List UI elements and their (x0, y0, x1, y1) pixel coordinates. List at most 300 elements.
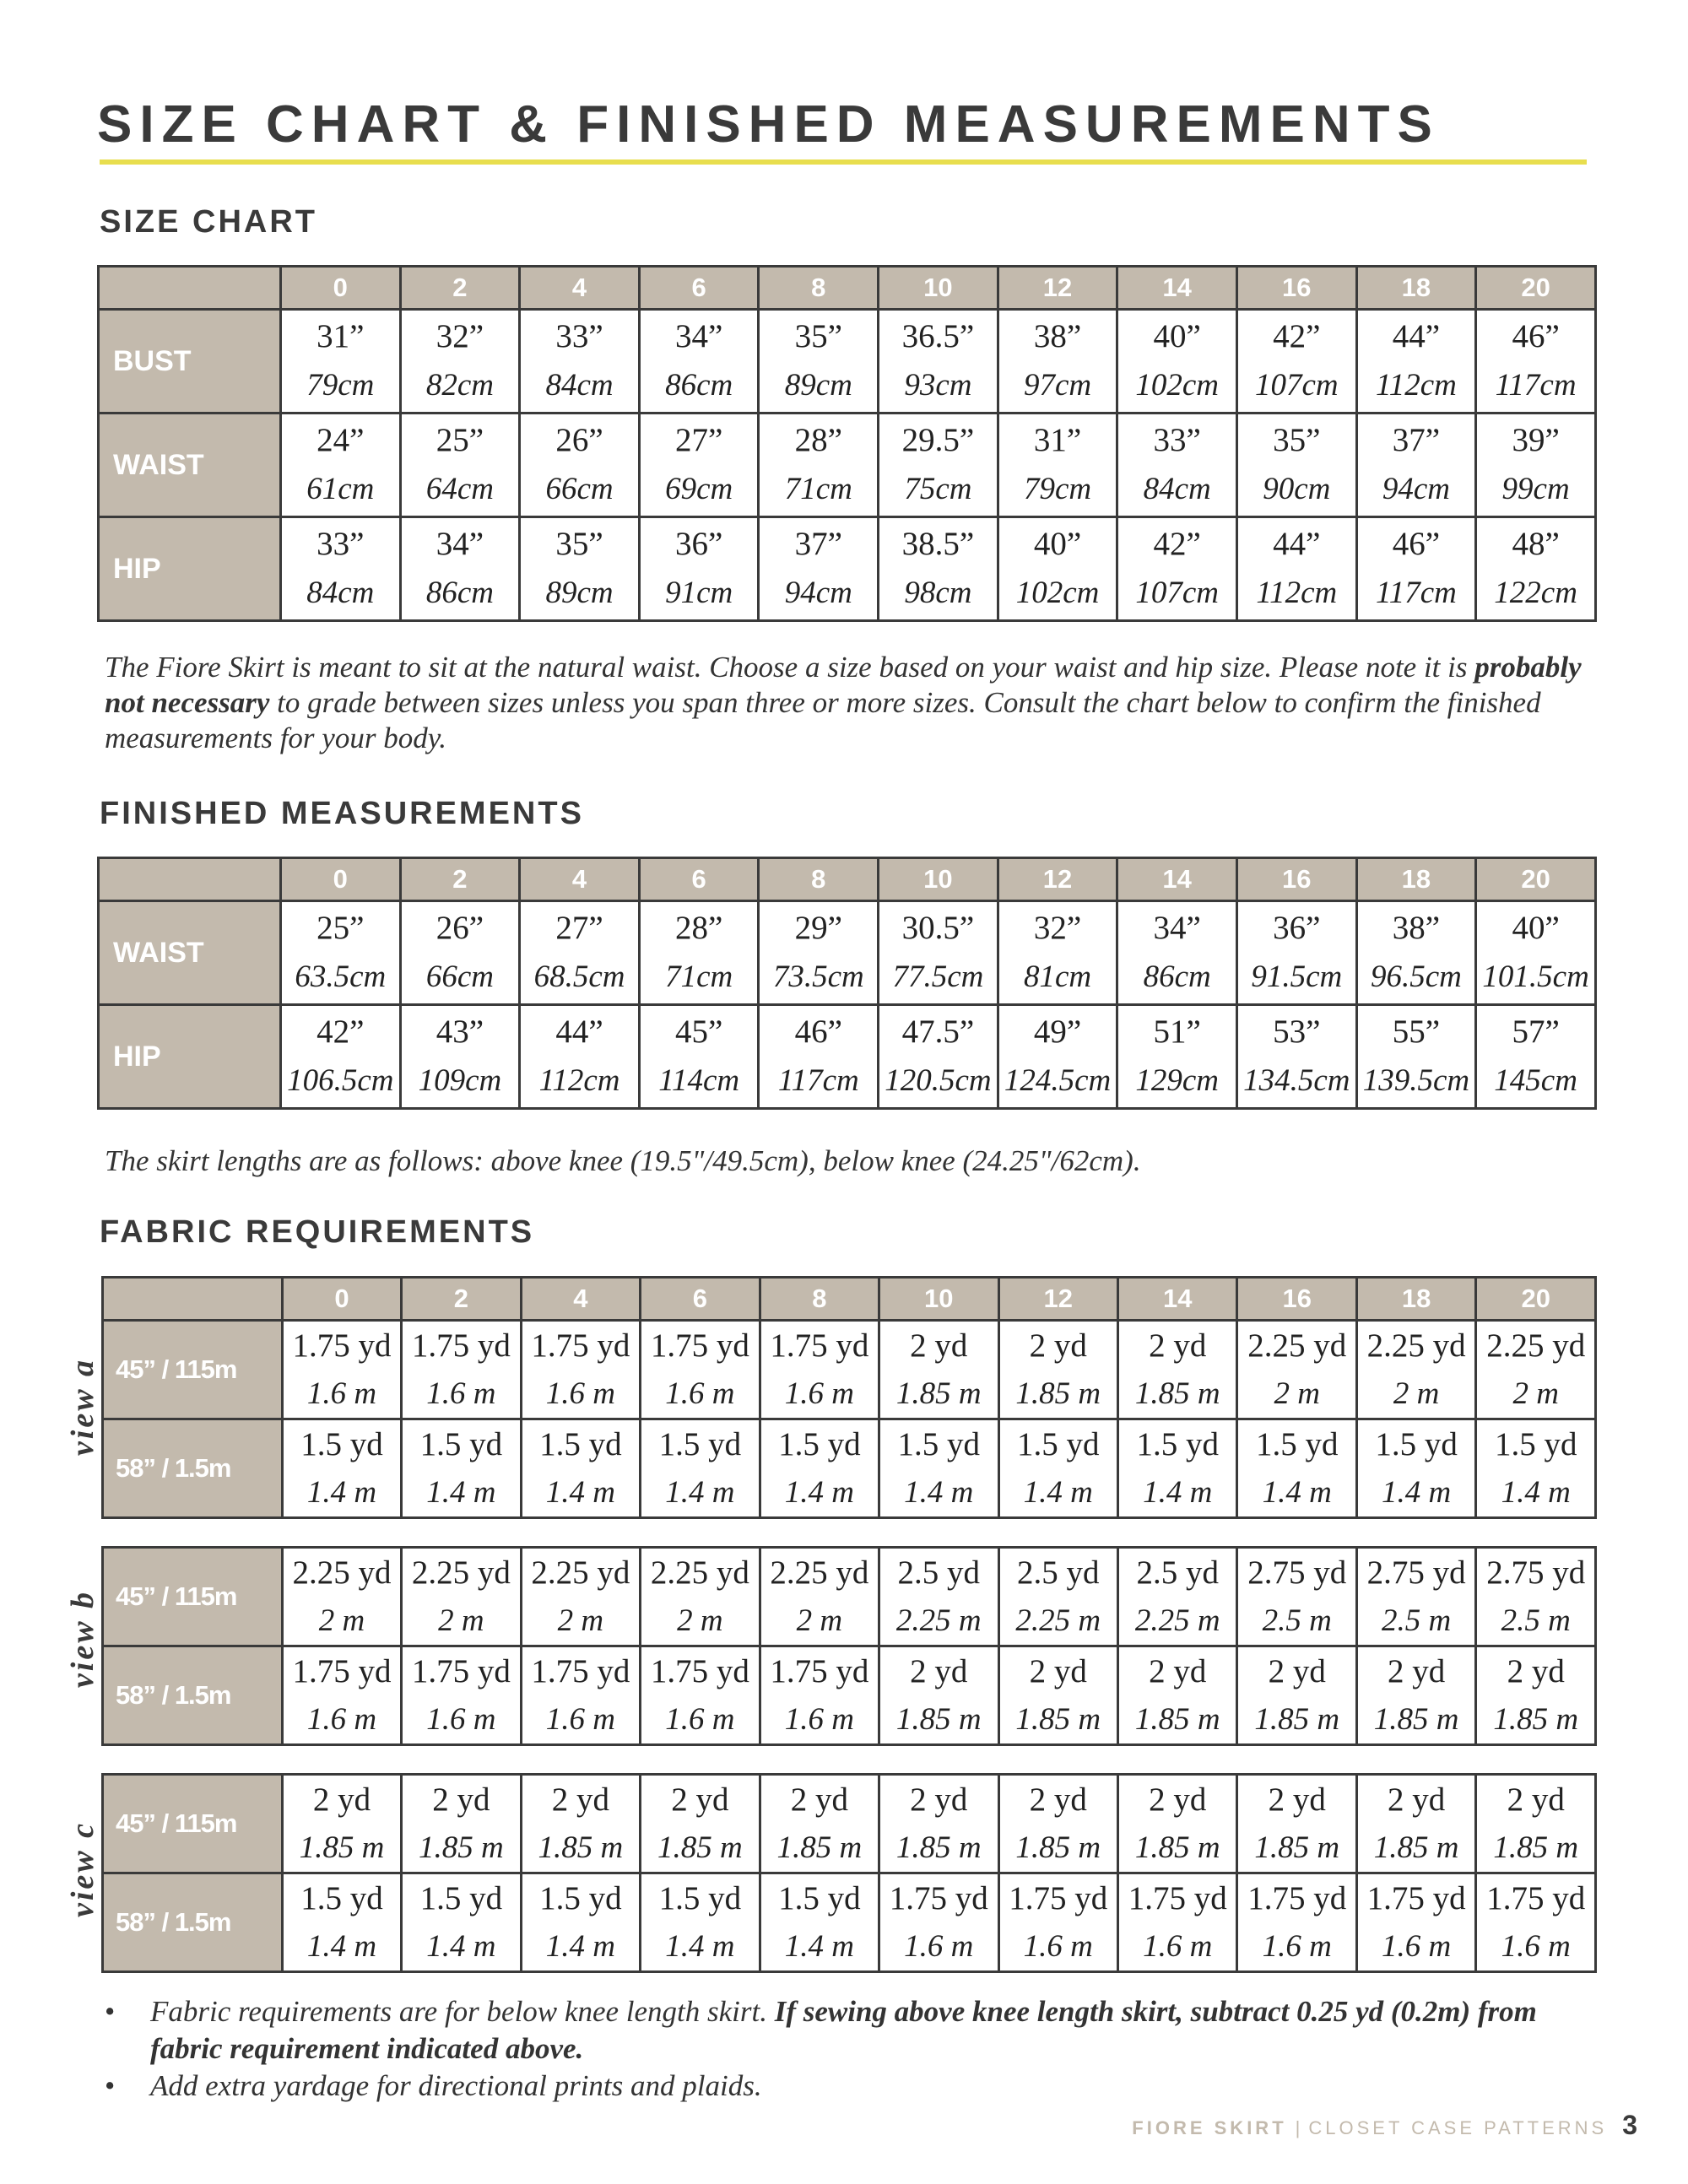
size-chart-row-label: WAIST (99, 414, 281, 517)
finished-size-header: 20 (1476, 858, 1596, 901)
inch-value: 46” (794, 1014, 842, 1050)
yardage-value: 1.75 yd (650, 1653, 749, 1689)
fabric-cell (1237, 1419, 1356, 1518)
inch-value: 40” (1033, 526, 1082, 562)
fabric-cell (521, 1873, 640, 1972)
fabric-cell (1118, 1419, 1237, 1518)
finished-row-label: HIP (99, 1005, 281, 1109)
fabric-cell (402, 1419, 521, 1518)
fabric-row (103, 1321, 1596, 1419)
inch-value: 29.5” (901, 422, 975, 458)
cm-value: 129cm (1135, 1063, 1219, 1098)
size-chart-cell (1117, 414, 1237, 517)
finished-size-header: 10 (879, 858, 998, 901)
yardage-value: 2.25 yd (531, 1554, 630, 1591)
meters-value: 1.6 m (665, 1376, 735, 1411)
yardage-value: 1.75 yd (292, 1653, 392, 1689)
title-underline (100, 159, 1587, 165)
view-spacer-row (103, 1745, 1596, 1775)
fabric-size-header: 14 (1118, 1278, 1237, 1321)
meters-value: 2.25 m (895, 1603, 982, 1638)
size-chart-cell (400, 310, 520, 414)
size-chart-cell (639, 517, 759, 621)
inch-value: 42” (1273, 318, 1321, 354)
cm-value: 63.5cm (295, 960, 387, 994)
cm-value: 81cm (1023, 960, 1092, 994)
yardage-value: 2.5 yd (1017, 1554, 1100, 1591)
size-chart-cell (759, 414, 879, 517)
inch-value: 35” (555, 526, 603, 562)
fabric-width-label: 58” / 1.5m (103, 1873, 283, 1972)
cm-value: 114cm (658, 1063, 740, 1098)
note-text-2: to grade between sizes unless you span three or more sizes. Consult the chart below to confirm the finished measurements for your body. (105, 686, 1541, 754)
fabric-size-header: 16 (1237, 1278, 1356, 1321)
meters-value: 1.85 m (1015, 1702, 1101, 1737)
meters-value: 1.6 m (1382, 1929, 1452, 1964)
fabric-cell (760, 1646, 879, 1745)
yardage-value: 1.75 yd (889, 1880, 988, 1916)
cm-value: 73.5cm (772, 960, 864, 994)
fabric-note-2: • Add extra yardage for directional prints and plaids. (105, 2069, 762, 2102)
inch-value: 37” (1392, 422, 1441, 458)
finished-row (99, 1005, 1596, 1109)
cm-value: 86cm (425, 576, 494, 610)
yardage-value: 2 yd (551, 1781, 610, 1818)
inch-value: 34” (675, 318, 723, 354)
inch-value: 31” (1033, 422, 1082, 458)
fabric-cell (282, 1775, 401, 1873)
fabric-size-header: 2 (402, 1278, 521, 1321)
fabric-cell (760, 1775, 879, 1873)
meters-value: 1.4 m (665, 1929, 735, 1964)
size-chart-size-header: 18 (1356, 267, 1476, 310)
meters-value: 1.85 m (1373, 1830, 1459, 1865)
finished-cell (400, 901, 520, 1005)
fabric-cell (1237, 1646, 1356, 1745)
cm-value: 94cm (1382, 472, 1450, 506)
size-chart-note (105, 650, 1590, 756)
finished-cell (280, 901, 400, 1005)
size-chart-cell (998, 310, 1117, 414)
cm-value: 84cm (306, 576, 375, 610)
fabric-cell (402, 1646, 521, 1745)
cm-value: 75cm (904, 472, 972, 506)
meters-value: 1.85 m (299, 1830, 385, 1865)
cm-value: 106.5cm (287, 1063, 394, 1098)
meters-value: 1.85 m (538, 1830, 624, 1865)
fabric-cell (1476, 1646, 1596, 1745)
cm-value: 71cm (784, 472, 852, 506)
meters-value: 1.4 m (1501, 1475, 1571, 1510)
meters-value: 1.85 m (657, 1830, 743, 1865)
inch-value: 27” (555, 910, 603, 946)
finished-cell (1356, 901, 1476, 1005)
size-chart-row (99, 414, 1596, 517)
view-b-label: view b (65, 1589, 100, 1689)
finished-cell (879, 901, 998, 1005)
size-chart-row-label: BUST (99, 310, 281, 414)
cm-value: 61cm (306, 472, 375, 506)
fabric-cell (402, 1873, 521, 1972)
fabric-requirements-table (101, 1276, 1597, 1973)
fabric-cell (998, 1646, 1117, 1745)
note-text-1: The Fiore Skirt is meant to sit at the natural waist. Choose a size based on your waist and hip size. Please note it is (105, 651, 1475, 684)
yardage-value: 1.5 yd (539, 1426, 622, 1462)
yardage-value: 1.5 yd (778, 1426, 861, 1462)
inch-value: 28” (675, 910, 723, 946)
yardage-value: 1.5 yd (1017, 1426, 1100, 1462)
finished-size-header: 2 (400, 858, 520, 901)
yardage-value: 2.75 yd (1486, 1554, 1586, 1591)
size-chart-cell (639, 310, 759, 414)
inch-value: 44” (555, 1014, 603, 1050)
fabric-width-label: 58” / 1.5m (103, 1646, 283, 1745)
size-chart-cell (1356, 517, 1476, 621)
yardage-value: 1.5 yd (419, 1880, 503, 1916)
size-chart-cell (759, 310, 879, 414)
view-a-label: view a (65, 1357, 100, 1457)
size-chart-header-corner (99, 267, 281, 310)
meters-value: 1.6 m (1143, 1929, 1213, 1964)
cm-value: 117cm (1495, 368, 1577, 403)
inch-value: 33” (1153, 422, 1201, 458)
meters-value: 1.85 m (1493, 1702, 1579, 1737)
meters-value: 1.85 m (1134, 1830, 1220, 1865)
footer-separator: | (1295, 2117, 1301, 2138)
inch-value: 34” (436, 526, 484, 562)
fabric-cell (1356, 1419, 1475, 1518)
meters-value: 1.85 m (419, 1830, 504, 1865)
finished-size-header: 8 (759, 858, 879, 901)
fabric-cell (1476, 1548, 1596, 1646)
meters-value: 1.6 m (784, 1702, 854, 1737)
size-chart-size-header: 10 (879, 267, 998, 310)
finished-cell (1117, 901, 1237, 1005)
finished-cell (879, 1005, 998, 1109)
meters-value: 1.4 m (904, 1475, 974, 1510)
yardage-value: 2.5 yd (897, 1554, 981, 1591)
meters-value: 2.25 m (1015, 1603, 1101, 1638)
meters-value: 1.6 m (545, 1702, 615, 1737)
finished-cell (998, 1005, 1117, 1109)
size-chart-cell (1476, 310, 1596, 414)
page-footer (1132, 2110, 1637, 2141)
inch-value: 27” (675, 422, 723, 458)
fabric-cell (521, 1419, 640, 1518)
yardage-value: 2 yd (1149, 1653, 1207, 1689)
yardage-value: 2 yd (432, 1781, 490, 1818)
inch-value: 48” (1512, 526, 1560, 562)
cm-value: 82cm (425, 368, 494, 403)
meters-value: 1.4 m (1382, 1475, 1452, 1510)
fabric-cell (521, 1646, 640, 1745)
inch-value: 42” (1153, 526, 1201, 562)
finished-size-header: 16 (1236, 858, 1356, 901)
meters-value: 1.6 m (784, 1376, 854, 1411)
fabric-cell (760, 1321, 879, 1419)
yardage-value: 1.5 yd (778, 1880, 861, 1916)
finished-cell (759, 1005, 879, 1109)
inch-value: 24” (316, 422, 365, 458)
finished-header-corner (99, 858, 281, 901)
yardage-value: 2 yd (1268, 1653, 1326, 1689)
fabric-row (103, 1419, 1596, 1518)
skirt-length-note: The skirt lengths are as follows: above knee (19.5"/49.5cm), below knee (24.25"/62cm). (105, 1144, 1141, 1177)
fabric-cell (998, 1321, 1117, 1419)
cm-value: 112cm (538, 1063, 620, 1098)
finished-row-label: WAIST (99, 901, 281, 1005)
finished-cell (520, 1005, 640, 1109)
meters-value: 1.4 m (545, 1475, 615, 1510)
fabric-width-label: 45” / 115m (103, 1321, 283, 1419)
inch-value: 57” (1512, 1014, 1560, 1050)
yardage-value: 1.5 yd (539, 1880, 622, 1916)
meters-value: 1.4 m (426, 1475, 496, 1510)
cm-value: 91.5cm (1251, 960, 1343, 994)
yardage-value: 1.75 yd (531, 1327, 630, 1364)
inch-value: 40” (1153, 318, 1201, 354)
cm-value: 102cm (1015, 576, 1100, 610)
fabric-cell (402, 1548, 521, 1646)
fabric-cell (282, 1646, 401, 1745)
cm-value: 107cm (1254, 368, 1339, 403)
yardage-value: 2.25 yd (770, 1554, 869, 1591)
size-chart-header-row (99, 267, 1596, 310)
yardage-value: 1.75 yd (770, 1327, 869, 1364)
yardage-value: 2 yd (1149, 1781, 1207, 1818)
yardage-value: 1.5 yd (300, 1426, 383, 1462)
cm-value: 94cm (784, 576, 852, 610)
cm-value: 120.5cm (885, 1063, 992, 1098)
fabric-cell (879, 1321, 998, 1419)
finished-size-header: 18 (1356, 858, 1476, 901)
finished-cell (400, 1005, 520, 1109)
yardage-value: 1.5 yd (1494, 1426, 1577, 1462)
inch-value: 37” (794, 526, 842, 562)
footer-pattern-name: FIORE SKIRT (1132, 2117, 1287, 2138)
fabric-cell (521, 1548, 640, 1646)
fabric-cell (641, 1873, 760, 1972)
fabric-cell (641, 1775, 760, 1873)
fabric-cell (402, 1775, 521, 1873)
fabric-cell (521, 1321, 640, 1419)
size-chart-size-header: 12 (998, 267, 1117, 310)
meters-value: 2.5 m (1501, 1603, 1571, 1638)
fabric-cell (1356, 1775, 1475, 1873)
cm-value: 69cm (665, 472, 733, 506)
inch-value: 38.5” (901, 526, 975, 562)
fabric-row (103, 1775, 1596, 1873)
view-c-label: view c (65, 1821, 100, 1918)
yardage-value: 1.5 yd (897, 1426, 981, 1462)
fabric-title: FABRIC REQUIREMENTS (100, 1214, 535, 1250)
fabric-cell (1118, 1775, 1237, 1873)
yardage-value: 1.5 yd (1136, 1426, 1219, 1462)
inch-value: 35” (794, 318, 842, 354)
yardage-value: 1.75 yd (531, 1653, 630, 1689)
cm-value: 90cm (1263, 472, 1331, 506)
fabric-cell (282, 1548, 401, 1646)
size-chart-size-header: 20 (1476, 267, 1596, 310)
size-chart-cell (1356, 414, 1476, 517)
inch-value: 35” (1273, 422, 1321, 458)
inch-value: 28” (794, 422, 842, 458)
finished-size-header: 6 (639, 858, 759, 901)
yardage-value: 2 yd (1268, 1781, 1326, 1818)
finished-cell (520, 901, 640, 1005)
cm-value: 86cm (1143, 960, 1211, 994)
yardage-value: 2 yd (1507, 1781, 1565, 1818)
finished-header-row (99, 858, 1596, 901)
fabric-cell (760, 1873, 879, 1972)
fabric-row (103, 1548, 1596, 1646)
finished-row (99, 901, 1596, 1005)
inch-value: 34” (1153, 910, 1201, 946)
yardage-value: 2.25 yd (1366, 1327, 1466, 1364)
meters-value: 1.6 m (426, 1376, 496, 1411)
meters-value: 2.25 m (1134, 1603, 1220, 1638)
inch-value: 36” (675, 526, 723, 562)
size-chart-row-label: HIP (99, 517, 281, 621)
size-chart-cell (520, 310, 640, 414)
finished-cell (759, 901, 879, 1005)
fabric-cell (641, 1548, 760, 1646)
yardage-value: 1.5 yd (658, 1426, 742, 1462)
yardage-value: 2 yd (1388, 1653, 1446, 1689)
cm-value: 71cm (665, 960, 733, 994)
fabric-cell (1356, 1321, 1475, 1419)
fabric-note-1: • Fabric requirements are for below knee length skirt. If sewing above knee length skirt, subtract 0.25 yd (0.2m) from fabric requirement indicated above. (105, 1995, 1537, 2065)
note-bold-text: probably not necessary (105, 651, 1582, 719)
size-chart-table (97, 265, 1597, 622)
fabric-header-corner (103, 1278, 283, 1321)
inch-value: 39” (1512, 422, 1560, 458)
fabric-cell (1476, 1321, 1596, 1419)
finished-cell (280, 1005, 400, 1109)
fabric-size-header: 6 (641, 1278, 760, 1321)
meters-value: 2 m (1274, 1376, 1320, 1411)
size-chart-cell (1356, 310, 1476, 414)
finished-cell (1236, 1005, 1356, 1109)
finished-cell (1356, 1005, 1476, 1109)
yardage-value: 1.5 yd (300, 1880, 383, 1916)
fabric-row (103, 1646, 1596, 1745)
inch-value: 30.5” (901, 910, 975, 946)
fabric-cell (641, 1419, 760, 1518)
cm-value: 66cm (425, 960, 494, 994)
size-chart-cell (280, 517, 400, 621)
meters-value: 1.6 m (545, 1376, 615, 1411)
cm-value: 134.5cm (1243, 1063, 1350, 1098)
size-chart-cell (639, 414, 759, 517)
size-chart-size-header: 2 (400, 267, 520, 310)
meters-value: 1.4 m (665, 1475, 735, 1510)
yardage-value: 1.75 yd (1247, 1880, 1347, 1916)
inch-value: 26” (436, 910, 484, 946)
meters-value: 1.85 m (1134, 1702, 1220, 1737)
fabric-size-header: 8 (760, 1278, 879, 1321)
finished-cell (639, 1005, 759, 1109)
yardage-value: 2 yd (1149, 1327, 1207, 1364)
fabric-cell (1118, 1873, 1237, 1972)
finished-size-header: 4 (520, 858, 640, 901)
yardage-value: 1.75 yd (411, 1327, 511, 1364)
finished-cell (1236, 901, 1356, 1005)
size-chart-size-header: 4 (520, 267, 640, 310)
size-chart-cell (1236, 414, 1356, 517)
inch-value: 46” (1512, 318, 1560, 354)
fabric-cell (998, 1873, 1117, 1972)
fabric-cell (1476, 1873, 1596, 1972)
finished-size-header: 12 (998, 858, 1117, 901)
cm-value: 77.5cm (892, 960, 984, 994)
finished-cell (998, 901, 1117, 1005)
size-chart-row (99, 310, 1596, 414)
meters-value: 1.4 m (784, 1929, 854, 1964)
fabric-width-label: 58” / 1.5m (103, 1419, 283, 1518)
size-chart-cell (1476, 517, 1596, 621)
yardage-value: 2 yd (1029, 1327, 1087, 1364)
meters-value: 1.85 m (895, 1830, 982, 1865)
cm-value: 79cm (306, 368, 375, 403)
yardage-value: 2 yd (312, 1781, 371, 1818)
inch-value: 42” (316, 1014, 365, 1050)
fabric-cell (879, 1419, 998, 1518)
yardage-value: 1.75 yd (292, 1327, 392, 1364)
fabric-cell (879, 1775, 998, 1873)
inch-value: 45” (675, 1014, 723, 1050)
meters-value: 1.85 m (895, 1376, 982, 1411)
fabric-size-header: 12 (998, 1278, 1117, 1321)
size-chart-cell (280, 414, 400, 517)
meters-value: 2 m (557, 1603, 604, 1638)
meters-value: 1.4 m (306, 1475, 377, 1510)
inch-value: 32” (436, 318, 484, 354)
finished-title: FINISHED MEASUREMENTS (100, 796, 584, 831)
size-chart-cell (998, 414, 1117, 517)
size-chart-cell (1236, 310, 1356, 414)
yardage-value: 2.25 yd (292, 1554, 392, 1591)
meters-value: 1.85 m (1493, 1830, 1579, 1865)
fabric-cell (1476, 1775, 1596, 1873)
meters-value: 2 m (438, 1603, 484, 1638)
fabric-cell (879, 1873, 998, 1972)
fabric-note-2-text: Add extra yardage for directional prints and plaids. (150, 2069, 762, 2102)
finished-cell (1476, 1005, 1596, 1109)
meters-value: 1.85 m (1254, 1830, 1340, 1865)
cm-value: 107cm (1135, 576, 1219, 610)
cm-value: 68.5cm (533, 960, 625, 994)
cm-value: 109cm (418, 1063, 502, 1098)
inch-value: 51” (1153, 1014, 1201, 1050)
yardage-value: 2 yd (910, 1653, 968, 1689)
meters-value: 2 m (796, 1603, 843, 1638)
meters-value: 1.85 m (895, 1702, 982, 1737)
fabric-cell (1237, 1321, 1356, 1419)
cm-value: 124.5cm (1004, 1063, 1112, 1098)
meters-value: 1.85 m (1254, 1702, 1340, 1737)
fabric-width-label: 45” / 115m (103, 1548, 283, 1646)
inch-value: 29” (794, 910, 842, 946)
meters-value: 1.85 m (1015, 1376, 1101, 1411)
size-chart-cell (879, 414, 998, 517)
finished-size-header: 0 (280, 858, 400, 901)
fabric-cell (521, 1775, 640, 1873)
meters-value: 1.4 m (426, 1929, 496, 1964)
fabric-note-1-bold: If sewing above knee length skirt, subtract 0.25 yd (0.2m) from fabric requirement indicated above. (150, 1995, 1537, 2065)
yardage-value: 2.5 yd (1136, 1554, 1219, 1591)
yardage-value: 1.5 yd (419, 1426, 503, 1462)
